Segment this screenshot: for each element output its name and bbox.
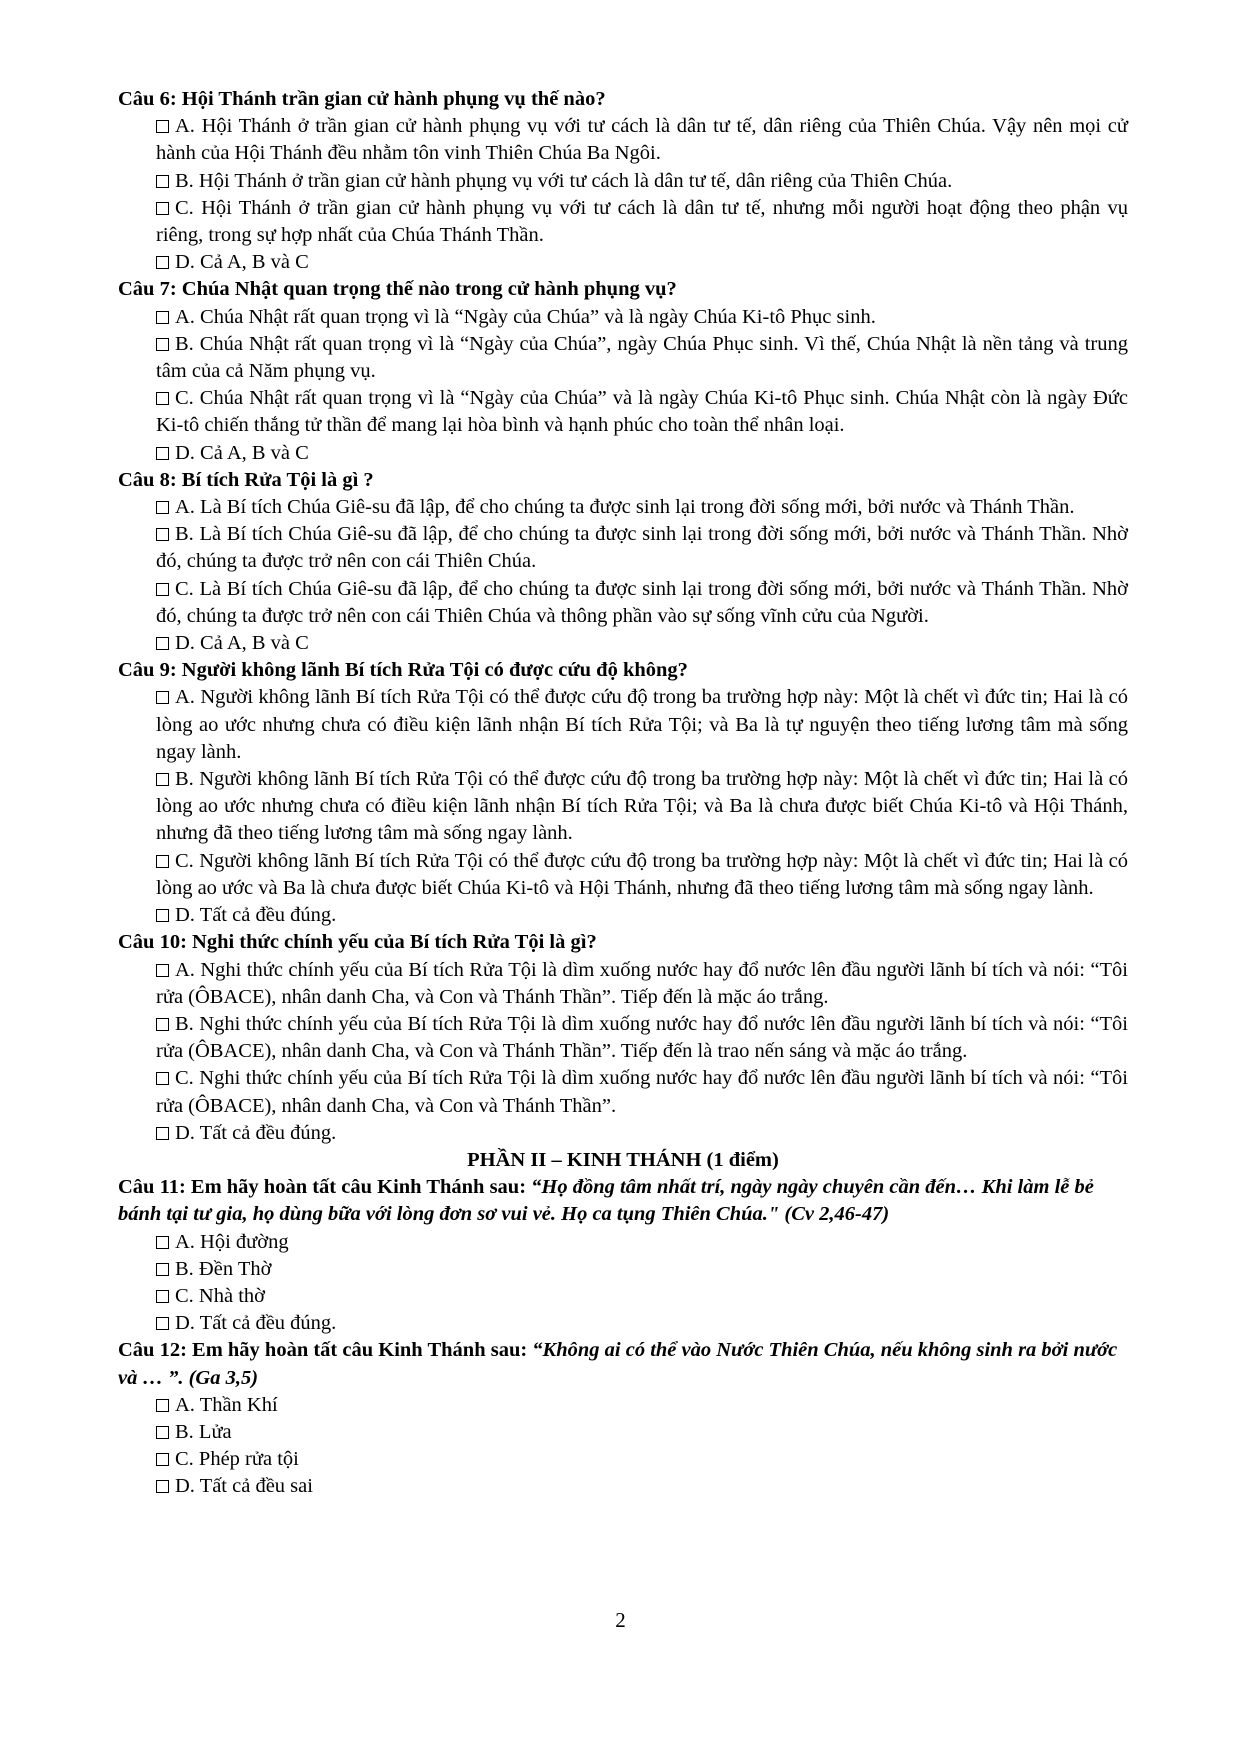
question-11 bbox=[118, 1174, 1128, 1337]
answer-option[interactable] bbox=[156, 494, 1128, 521]
question-text: Câu 12: Em hãy hoàn tất câu Kinh Thánh sau: bbox=[118, 1339, 533, 1362]
empty-checkbox-icon[interactable] bbox=[156, 1236, 169, 1249]
answer-option[interactable] bbox=[156, 630, 1128, 657]
answer-option[interactable] bbox=[156, 1310, 1128, 1337]
answer-option[interactable] bbox=[156, 113, 1128, 167]
answer-option[interactable] bbox=[156, 957, 1128, 1011]
option-text: C. Nghi thức chính yếu của Bí tích Rửa Tội là dìm xuống nước hay đổ nước lên đầu người lãnh bí tích và nói: “Tôi rửa (ÔBACE), nhân danh Cha, và Con và Thánh Thần”. bbox=[156, 1067, 1128, 1117]
option-text: D. Cả A, B và C bbox=[175, 251, 309, 274]
answer-option[interactable] bbox=[156, 440, 1128, 467]
answer-option[interactable] bbox=[156, 168, 1128, 195]
answer-option[interactable] bbox=[156, 1392, 1128, 1419]
part1-questions bbox=[118, 86, 1128, 1147]
question-label: Câu 10: Nghi thức chính yếu của Bí tích Rửa Tội là gì? bbox=[118, 931, 597, 954]
option-text: B. Lửa bbox=[175, 1420, 232, 1443]
option-text: A. Thần Khí bbox=[175, 1393, 278, 1416]
empty-checkbox-icon[interactable] bbox=[156, 1127, 169, 1140]
option-text: A. Là Bí tích Chúa Giê-su đã lập, để cho chúng ta được sinh lại trong đời sống mới, bởi nước và Thánh Thần. bbox=[175, 496, 1075, 519]
question-6 bbox=[118, 86, 1128, 276]
question-9 bbox=[118, 657, 1128, 929]
answer-option[interactable] bbox=[156, 766, 1128, 848]
answer-option[interactable] bbox=[156, 1256, 1128, 1283]
answer-option[interactable] bbox=[156, 304, 1128, 331]
option-text: C. Hội Thánh ở trần gian cử hành phụng vụ với tư cách là dân tư tế, nhưng mỗi người hoạt động theo phận vụ riêng, trong sự hợp nhất của Chúa Thánh Thần. bbox=[156, 196, 1128, 247]
question-7 bbox=[118, 276, 1128, 466]
option-text: D. Tất cả đều đúng. bbox=[175, 904, 337, 927]
section-title: PHẦN II – KINH THÁNH (1 điểm) bbox=[467, 1148, 779, 1171]
answer-option[interactable] bbox=[156, 1011, 1128, 1065]
document-page bbox=[118, 86, 1128, 1501]
page-number: 2 bbox=[615, 1608, 626, 1632]
option-text: D. Cả A, B và C bbox=[175, 441, 309, 464]
empty-checkbox-icon[interactable] bbox=[156, 1290, 169, 1303]
question-10 bbox=[118, 929, 1128, 1147]
answer-option[interactable] bbox=[156, 1120, 1128, 1147]
scripture-quote: “Không ai có thể vào Nước Thiên Chúa, nếu không sinh ra bởi nước và … ”. (Ga 3,5) bbox=[118, 1339, 1118, 1389]
answer-option[interactable] bbox=[156, 576, 1128, 630]
option-text: C. Phép rửa tội bbox=[175, 1448, 299, 1471]
question-label: Câu 8: Bí tích Rửa Tội là gì ? bbox=[118, 468, 374, 491]
answer-option[interactable] bbox=[156, 902, 1128, 929]
empty-checkbox-icon[interactable] bbox=[156, 1453, 169, 1466]
empty-checkbox-icon[interactable] bbox=[156, 338, 169, 351]
empty-checkbox-icon[interactable] bbox=[156, 202, 169, 215]
option-text: A. Chúa Nhật rất quan trọng vì là “Ngày của Chúa” và là ngày Chúa Ki-tô Phục sinh. bbox=[175, 305, 876, 328]
empty-checkbox-icon[interactable] bbox=[156, 583, 169, 596]
empty-checkbox-icon[interactable] bbox=[156, 637, 169, 650]
option-text: D. Tất cả đều sai bbox=[175, 1475, 313, 1498]
empty-checkbox-icon[interactable] bbox=[156, 528, 169, 541]
option-text: D. Cả A, B và C bbox=[175, 632, 309, 655]
answer-option[interactable] bbox=[156, 331, 1128, 385]
question-label: Câu 9: Người không lãnh Bí tích Rửa Tội có được cứu độ không? bbox=[118, 659, 688, 682]
empty-checkbox-icon[interactable] bbox=[156, 501, 169, 514]
empty-checkbox-icon[interactable] bbox=[156, 1399, 169, 1412]
empty-checkbox-icon[interactable] bbox=[156, 1426, 169, 1439]
option-text: C. Nhà thờ bbox=[175, 1284, 265, 1307]
empty-checkbox-icon[interactable] bbox=[156, 1018, 169, 1031]
empty-checkbox-icon[interactable] bbox=[156, 1317, 169, 1330]
question-label: Câu 7: Chúa Nhật quan trọng thế nào trong cử hành phụng vụ? bbox=[118, 278, 677, 301]
option-text: B. Người không lãnh Bí tích Rửa Tội có thể được cứu độ trong ba trường hợp này: Một là chết vì đức tin; Hai là có lòng ao ước nhưng chưa có điều kiện lãnh nhận Bí tích Rửa Tội; và Ba là chưa được biết Chúa Ki-tô và Hội Thánh, nhưng đã theo tiếng lương tâm mà sống ngay lành. bbox=[156, 768, 1128, 845]
option-text: B. Chúa Nhật rất quan trọng vì là “Ngày của Chúa”, ngày Chúa Phục sinh. Vì thế, Chúa Nhật là nền tảng và trung tâm của cả Năm phụng vụ. bbox=[156, 332, 1128, 383]
option-text: D. Tất cả đều đúng. bbox=[175, 1121, 337, 1144]
option-text: C. Người không lãnh Bí tích Rửa Tội có thể được cứu độ trong ba trường hợp này: Một là chết vì đức tin; Hai là có lòng ao ước và Ba là chưa được biết Chúa Ki-tô và Hội Thánh, nhưng đã theo tiếng lương tâm mà sống ngay lành. bbox=[156, 849, 1128, 899]
empty-checkbox-icon[interactable] bbox=[156, 773, 169, 786]
question-text: Câu 11: Em hãy hoàn tất câu Kinh Thánh sau: bbox=[118, 1176, 532, 1199]
empty-checkbox-icon[interactable] bbox=[156, 256, 169, 269]
answer-option[interactable] bbox=[156, 1419, 1128, 1446]
answer-option[interactable] bbox=[156, 195, 1128, 249]
question-label bbox=[118, 1337, 1128, 1391]
answer-option[interactable] bbox=[156, 1446, 1128, 1473]
empty-checkbox-icon[interactable] bbox=[156, 447, 169, 460]
option-text: C. Chúa Nhật rất quan trọng vì là “Ngày của Chúa” và là ngày Chúa Ki-tô Phục sinh. Chúa Nhật còn là ngày Đức Ki-tô chiến thắng tử thần để mang lại hòa bình và hạnh phúc cho toàn thể nhân loại. bbox=[156, 387, 1128, 437]
empty-checkbox-icon[interactable] bbox=[156, 691, 169, 704]
question-8 bbox=[118, 467, 1128, 657]
answer-option[interactable] bbox=[156, 684, 1128, 766]
question-label: Câu 6: Hội Thánh trần gian cử hành phụng vụ thế nào? bbox=[118, 88, 606, 110]
empty-checkbox-icon[interactable] bbox=[156, 120, 169, 133]
option-text: B. Nghi thức chính yếu của Bí tích Rửa Tội là dìm xuống nước hay đổ nước lên đầu người lãnh bí tích và nói: “Tôi rửa (ÔBACE), nhân danh Cha, và Con và Thánh Thần”. Tiếp đến là trao nến sáng và mặc áo trắng. bbox=[156, 1012, 1128, 1063]
answer-option[interactable] bbox=[156, 1283, 1128, 1310]
answer-option[interactable] bbox=[156, 521, 1128, 575]
empty-checkbox-icon[interactable] bbox=[156, 964, 169, 977]
empty-checkbox-icon[interactable] bbox=[156, 392, 169, 405]
empty-checkbox-icon[interactable] bbox=[156, 175, 169, 188]
answer-option[interactable] bbox=[156, 848, 1128, 902]
option-text: B. Đền Thờ bbox=[175, 1257, 272, 1280]
answer-option[interactable] bbox=[156, 1065, 1128, 1119]
option-text: B. Là Bí tích Chúa Giê-su đã lập, để cho chúng ta được sinh lại trong đời sống mới, bởi nước và Thánh Thần. Nhờ đó, chúng ta được trở nên con cái Thiên Chúa. bbox=[156, 523, 1128, 573]
option-text: A. Hội Thánh ở trần gian cử hành phụng vụ với tư cách là dân tư tế, dân riêng của Thiên Chúa. Vậy nên mọi cử hành của Hội Thánh đều nhằm tôn vinh Thiên Chúa Ba Ngôi. bbox=[156, 115, 1128, 165]
question-12 bbox=[118, 1337, 1128, 1500]
option-text: A. Nghi thức chính yếu của Bí tích Rửa Tội là dìm xuống nước hay đổ nước lên đầu người lãnh bí tích và nói: “Tôi rửa (ÔBACE), nhân danh Cha, và Con và Thánh Thần”. Tiếp đến là mặc áo trắng. bbox=[156, 958, 1128, 1008]
option-text: A. Hội đường bbox=[175, 1230, 289, 1253]
empty-checkbox-icon[interactable] bbox=[156, 909, 169, 922]
option-text: A. Người không lãnh Bí tích Rửa Tội có thể được cứu độ trong ba trường hợp này: Một là chết vì đức tin; Hai là có lòng ao ước nhưng chưa có điều kiện lãnh nhận Bí tích Rửa Tội; và Ba là tự nguyện theo tiếng lương tâm mà sống ngay lành. bbox=[156, 686, 1128, 763]
option-text: D. Tất cả đều đúng. bbox=[175, 1312, 337, 1335]
empty-checkbox-icon[interactable] bbox=[156, 1480, 169, 1493]
answer-option[interactable] bbox=[156, 1473, 1128, 1500]
answer-option[interactable] bbox=[156, 249, 1128, 276]
empty-checkbox-icon[interactable] bbox=[156, 1072, 169, 1085]
empty-checkbox-icon[interactable] bbox=[156, 855, 169, 868]
empty-checkbox-icon[interactable] bbox=[156, 1263, 169, 1276]
answer-option[interactable] bbox=[156, 385, 1128, 439]
empty-checkbox-icon[interactable] bbox=[156, 311, 169, 324]
option-text: B. Hội Thánh ở trần gian cử hành phụng vụ với tư cách là dân tư tế, dân riêng của Thiên Chúa. bbox=[175, 169, 953, 192]
question-label bbox=[118, 1174, 1128, 1228]
scripture-quote: “Họ đồng tâm nhất trí, ngày ngày chuyên cần đến… Khi làm lễ bẻ bánh tại tư gia, họ dùng bữa với lòng đơn sơ vui vẻ. Họ ca tụng Thiên Chúa." (Cv 2,46-47) bbox=[118, 1176, 1094, 1226]
option-text: C. Là Bí tích Chúa Giê-su đã lập, để cho chúng ta được sinh lại trong đời sống mới, bởi nước và Thánh Thần. Nhờ đó, chúng ta được trở nên con cái Thiên Chúa và thông phần vào sự sống vĩnh cửu của Người. bbox=[156, 577, 1128, 627]
answer-option[interactable] bbox=[156, 1229, 1128, 1256]
